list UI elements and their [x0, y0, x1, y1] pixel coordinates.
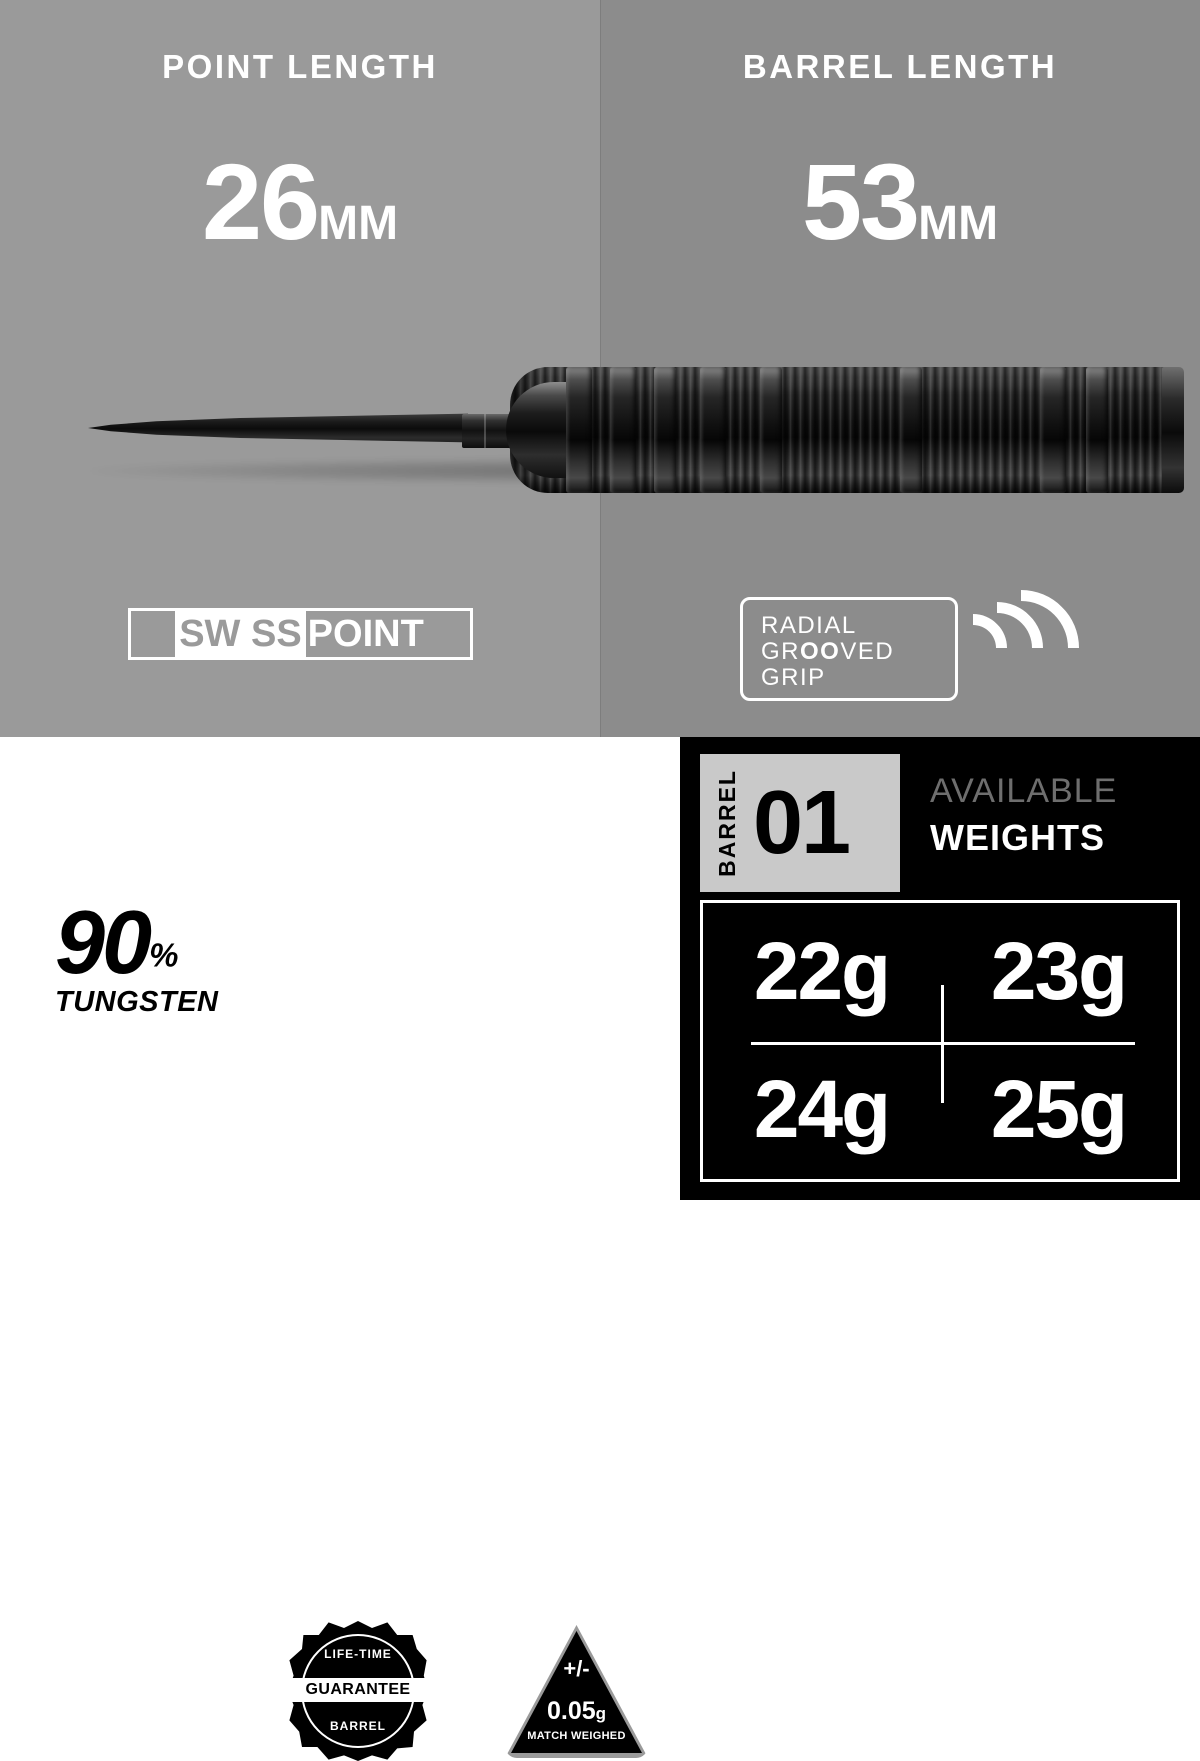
dart-barrel-tail: [1162, 367, 1184, 493]
available-label: AVAILABLE: [930, 772, 1118, 810]
barrel-length-value: [600, 141, 1200, 262]
guarantee-middle-text: GUARANTEE: [288, 1678, 428, 1702]
barrel-ring: [900, 367, 922, 493]
radial-line-2-b: OO: [800, 638, 841, 665]
dart-point: [88, 408, 468, 448]
barrel-length-heading: BARREL LENGTH: [742, 48, 1058, 85]
barrel-length-number: 53: [801, 141, 919, 262]
match-weighed-value: [505, 1697, 648, 1726]
guarantee-top-text: LIFE-TIME: [324, 1647, 392, 1661]
match-weighed-unit: g: [595, 1704, 607, 1723]
radial-line-2: [761, 639, 955, 665]
tungsten-number-row: [55, 893, 219, 993]
barrel-tab-label: BARREL: [714, 769, 740, 877]
tungsten-label: TUNGSTEN: [55, 986, 219, 1018]
radial-line-3: GRIP: [761, 664, 826, 691]
weights-label: WEIGHTS: [930, 817, 1105, 858]
barrel-ring: [760, 367, 782, 493]
weight-option: 25g: [990, 1064, 1127, 1155]
barrel-ring: [1086, 367, 1108, 493]
features-panel: [0, 737, 680, 1742]
tungsten-percent: %: [149, 936, 179, 974]
barrel-ring: [654, 367, 676, 493]
swisspoint-badge: [128, 608, 473, 660]
point-length-value: [0, 141, 600, 262]
barrel-length-unit: MM: [918, 197, 999, 250]
point-length-number: 26: [201, 141, 319, 262]
guarantee-bottom-text: BARREL: [330, 1719, 386, 1733]
radial-line-2-c: VED: [840, 638, 895, 665]
weight-option: 24g: [753, 1064, 890, 1155]
weight-option: 22g: [753, 926, 890, 1017]
match-weighed-tolerance-sign: +/-: [563, 1656, 590, 1681]
match-weighed-number: 0.05: [546, 1697, 596, 1725]
weights-grid: [703, 903, 1177, 1179]
radial-line-1: RADIAL: [761, 612, 857, 639]
swisspoint-badge-left: SW SS: [175, 611, 305, 658]
weight-option: 23g: [990, 926, 1127, 1017]
barrel-tab-number: 01: [753, 772, 850, 873]
weights-vertical-divider: [941, 985, 944, 1103]
grip-waves-icon: [945, 600, 1055, 700]
match-weighed-badge: [505, 1625, 648, 1758]
tungsten-number: 90: [55, 893, 150, 993]
barrel-number-tab: [700, 754, 900, 892]
barrel-ring: [610, 367, 636, 493]
radial-line-2-a: GR: [761, 638, 800, 665]
dart-illustration: [0, 330, 1200, 530]
swisspoint-badge-right: POINT: [307, 612, 424, 655]
match-weighed-caption: MATCH WEIGHED: [527, 1730, 626, 1742]
radial-grooved-grip-badge: [740, 597, 958, 701]
point-length-heading: POINT LENGTH: [162, 48, 438, 85]
weights-box: [700, 900, 1180, 1182]
barrel-ring: [700, 367, 726, 493]
barrel-ring: [1040, 367, 1066, 493]
barrel-ring: [566, 367, 592, 493]
lifetime-guarantee-badge: [288, 1621, 428, 1761]
tungsten-badge: [55, 893, 219, 1019]
available-weights-panel: [680, 737, 1200, 1200]
point-length-unit: MM: [318, 197, 399, 250]
